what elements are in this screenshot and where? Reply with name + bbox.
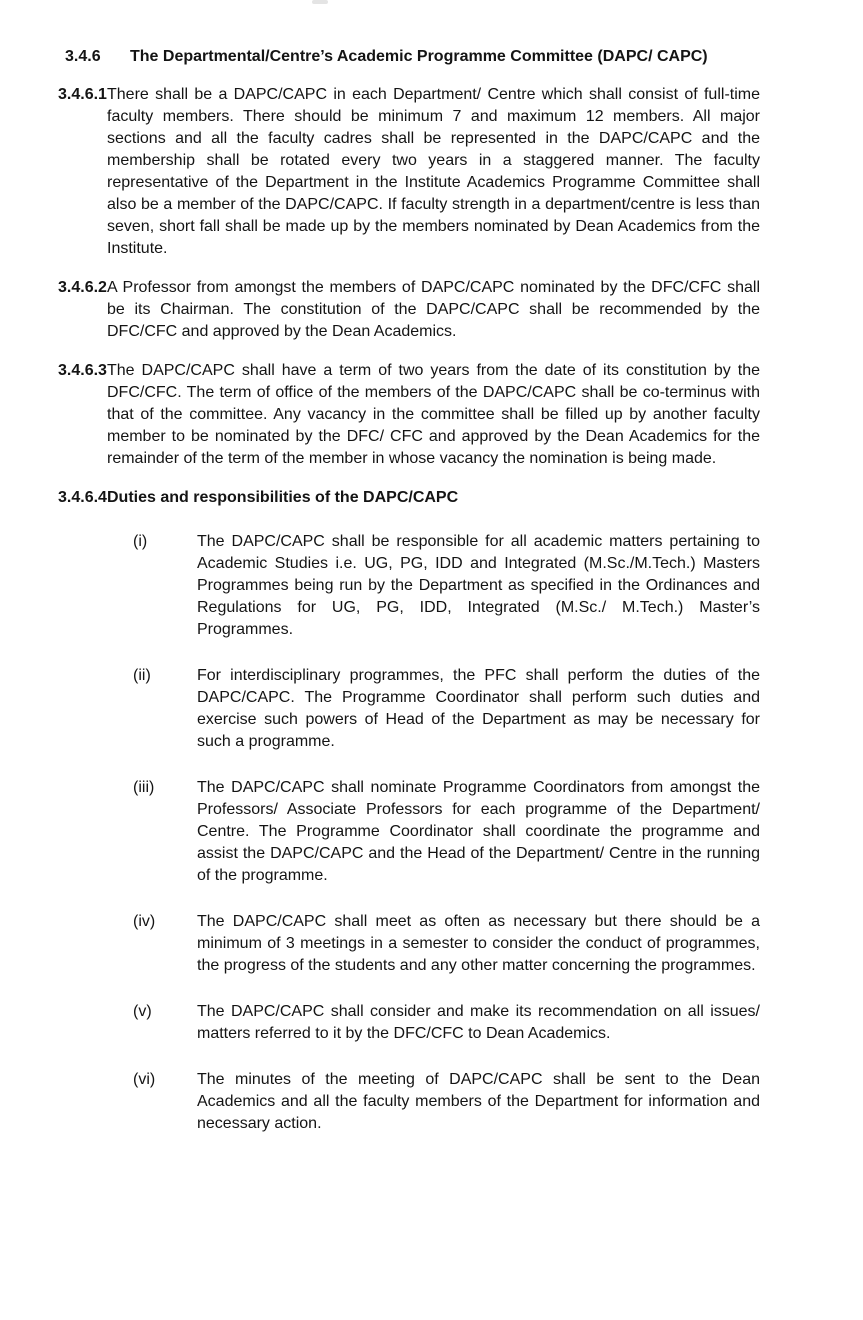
paragraph-number: 3.4.6.3 <box>58 362 107 379</box>
paragraph-text: A Professor from amongst the members of DAPC/CAPC nominated by the DFC/CFC shall be its Chairman. The constitution of the DAPC/CAPC shall be recommended by the DFC/CFC and approved by the Dean Academics. <box>107 279 760 340</box>
section-heading <box>65 46 863 68</box>
paragraph-text: The DAPC/CAPC shall have a term of two years from the date of its constitution by the DFC/CFC. The term of office of the members of the DAPC/CAPC shall be co-terminus with that of the committee. Any vacancy in the committee shall be filled up by another faculty member to be nominated by the DFC/ CFC and approved by the Dean Academics for the remainder of the term of the member in whose vacancy the nomination is being made. <box>107 362 760 467</box>
list-item-v <box>133 1001 863 1045</box>
list-item-iv <box>133 911 863 977</box>
list-item-i <box>133 531 863 641</box>
paragraph-3-4-6-2 <box>58 277 863 343</box>
paragraph-number: 3.4.6.1 <box>58 86 107 103</box>
list-item-marker: (iv) <box>133 913 156 930</box>
section-heading-number: 3.4.6 <box>65 48 101 65</box>
section-heading-title: The Departmental/Centre’s Academic Programme Committee (DAPC/ CAPC) <box>130 48 708 65</box>
paragraph-3-4-6-3 <box>58 360 863 470</box>
list-item-iii <box>133 777 863 887</box>
list-item-marker: (v) <box>133 1003 152 1020</box>
subsection-heading-title: Duties and responsibilities of the DAPC/CAPC <box>107 489 459 506</box>
subsection-heading-3-4-6-4 <box>58 487 863 509</box>
list-item-marker: (i) <box>133 533 148 550</box>
scan-artifact <box>312 0 328 4</box>
list-item-text: The DAPC/CAPC shall nominate Programme Coordinators from amongst the Professors/ Associate Professors for each programme of the Department/ Centre. The Programme Coordinator shall coordinate the programme and assist the DAPC/CAPC and the Head of the Department/ Centre in the running of the programme. <box>197 779 760 884</box>
list-item-text: The DAPC/CAPC shall meet as often as necessary but there should be a minimum of 3 meetings in a semester to consider the conduct of programmes, the progress of the students and any other matter concerning the programmes. <box>197 913 760 974</box>
list-item-text: The DAPC/CAPC shall consider and make its recommendation on all issues/ matters referred to it by the DFC/CFC to Dean Academics. <box>197 1003 760 1042</box>
paragraph-3-4-6-1 <box>58 84 863 260</box>
list-item-marker: (iii) <box>133 779 155 796</box>
list-item-text: The DAPC/CAPC shall be responsible for all academic matters pertaining to Academic Studies i.e. UG, PG, IDD and Integrated (M.Sc./M.Tech.) Masters Programmes being run by the Department as specified in the Ordinances and Regulations for UG, PG, IDD, Integrated (M.Sc./ M.Tech.) Master’s Programmes. <box>197 533 760 638</box>
list-item-vi <box>133 1069 863 1135</box>
list-item-marker: (vi) <box>133 1071 156 1088</box>
list-item-text: For interdisciplinary programmes, the PFC shall perform the duties of the DAPC/CAPC. The Programme Coordinator shall perform such duties and exercise such powers of Head of the Department as may be necessary for such a programme. <box>197 667 760 750</box>
list-item-text: The minutes of the meeting of DAPC/CAPC shall be sent to the Dean Academics and all the faculty members of the Department for information and necessary action. <box>197 1071 760 1132</box>
subsection-heading-number: 3.4.6.4 <box>58 489 107 506</box>
paragraph-number: 3.4.6.2 <box>58 279 107 296</box>
list-item-ii <box>133 665 863 753</box>
paragraph-text: There shall be a DAPC/CAPC in each Department/ Centre which shall consist of full-time faculty members. There should be minimum 7 and maximum 12 members. All major sections and all the faculty cadres shall be represented in the DAPC/CAPC and the membership shall be rotated every two years in a staggered manner. The faculty representative of the Department in the Institute Academics Programme Committee shall also be a member of the DAPC/CAPC. If faculty strength in a department/centre is less than seven, short fall shall be made up by the members nominated by Dean Academics from the Institute. <box>107 86 760 257</box>
list-item-marker: (ii) <box>133 667 151 684</box>
